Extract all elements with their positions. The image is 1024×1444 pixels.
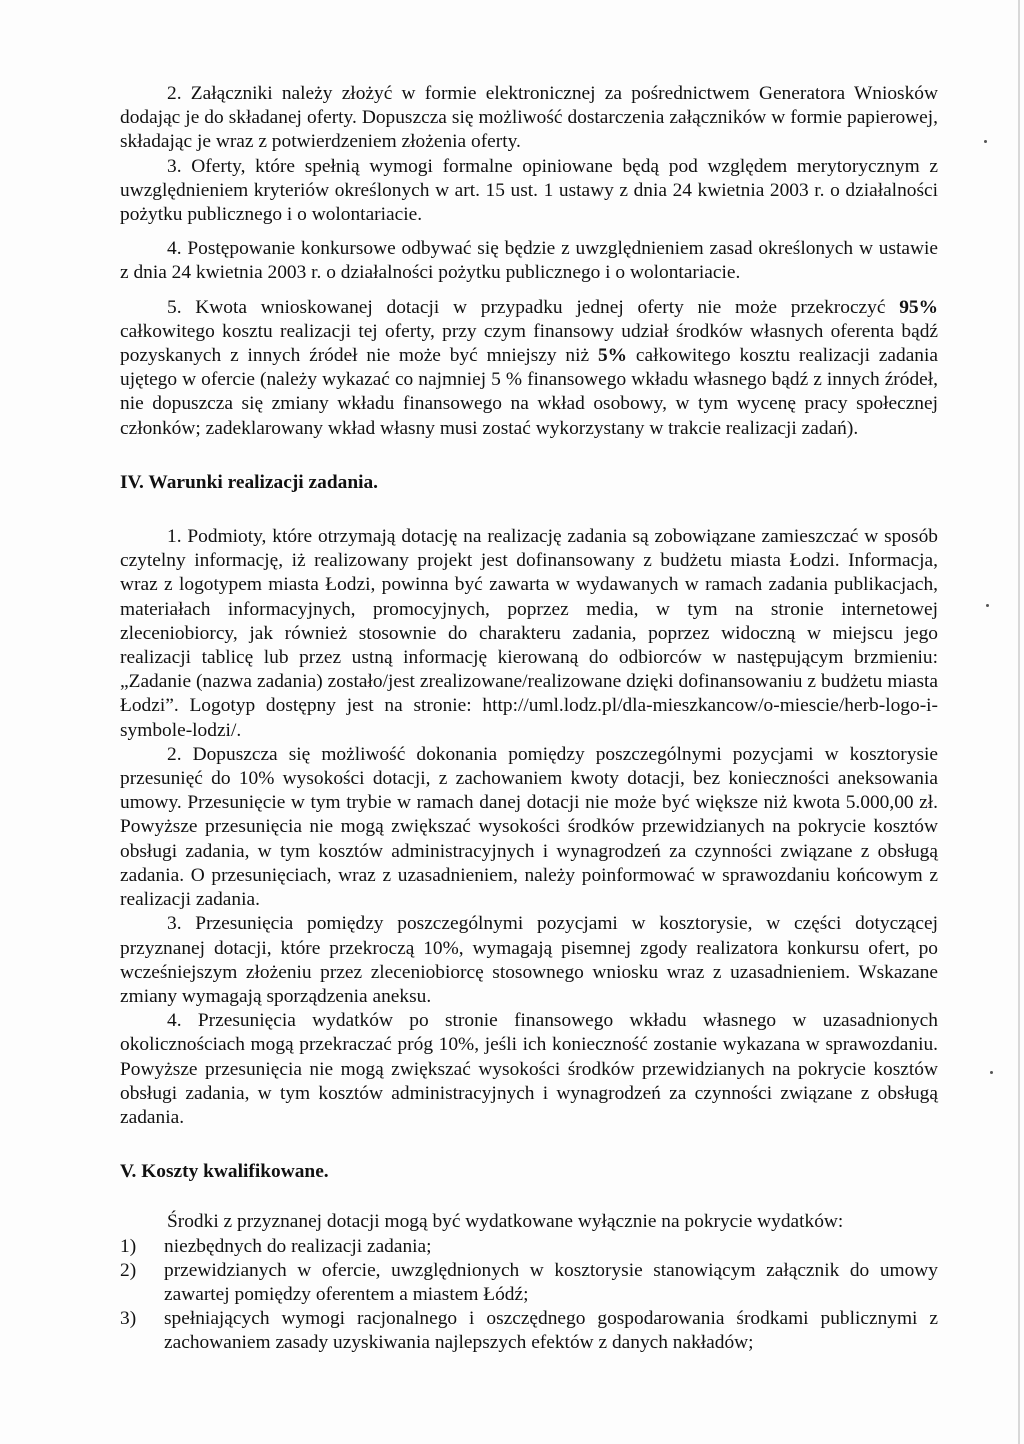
list-item-text: przewidzianych w ofercie, uwzględnionych w kosztorysie stanowiącym załącznik do umowy zawartej pomiędzy oferentem a miastem Łódź; [164,1259,938,1305]
paragraph-cost-shifts-over-10: 3. Przesunięcia pomiędzy poszczególnymi pozycjami w kosztorysie, w części dotyczącej przyznanej dotacji, które przekroczą 10%, wymagają pisemnej zgody realizatora konkursu ofert, po wcześniejszym złożeniu przez zleceniobiorcę stosownego wniosku wraz z uzasadnieniem. Wskazane zmiany wymagają sporządzenia aneksu. [120,913,938,1007]
paragraph-procedure: 4. Postępowanie konkursowe odbywać się będzie z uwzględnieniem zasad określonych w ustawie z dnia 24 kwietnia 2003 r. o działalności pożytku publicznego i o wolontariacie. [120,238,938,284]
paragraph-grant-amount [120,296,938,441]
grant-amount-text-b: całkowitego kosztu realizacji tej oferty, przy czym finansowy udział środków własnych oferenta bądź pozyskanych z innych źródeł nie może być mniejszy niż [120,320,938,367]
scan-speck [990,1071,993,1074]
list-item [120,1259,938,1307]
list-item-text: spełniających wymogi racjonalnego i oszczędnego gospodarowania środkami publicznymi z zachowaniem zasady uzyskiwania najlepszych efektów z danych nakładów; [164,1308,938,1354]
grant-amount-text-a: 5. Kwota wnioskowanej dotacji w przypadku jednej oferty nie może przekroczyć [167,296,900,318]
list-item-number: 3) [120,1308,137,1330]
list-item [120,1307,938,1355]
paragraph-offer-evaluation: 3. Oferty, które spełnią wymogi formalne opiniowane będą pod względem merytorycznym z uwzględnieniem kryteriów określonych w art. 15 ust. 1 ustawy z dnia 24 kwietnia 2003 r. o działalności pożytku publicznego i o wolontariacie. [120,155,938,226]
list-item [120,1235,938,1259]
list-item-number: 1) [120,1235,137,1257]
grant-amount-text-c: całkowitego kosztu realizacji zadania ujętego w ofercie (należy wykazać co najmniej 5 % finansowego wkładu własnego bądź z innych źródeł, nie dopuszcza się zmiany wkładu finansowego na wkład osobowy, w tym wycenę pracy społecznej członków; zadeklarowany wkład własny musi zostać wykorzystany w trakcie realizacji zadań). [120,345,938,439]
paragraph-eligible-costs-intro: Środki z przyznanej dotacji mogą być wydatkowane wyłącznie na pokrycie wydatków: [167,1211,844,1233]
list-item-number: 2) [120,1259,137,1281]
scan-speck [986,604,989,607]
grant-max-percent: 95% [899,296,938,318]
paragraph-own-contribution-shifts: 4. Przesunięcia wydatków po stronie finansowego wkładu własnego w uzasadnionych okolicznościach mogą przekraczać próg 10%, jeśli ich konieczność zostanie wykazana w sprawozdaniu. Powyższe przesunięcia nie mogą zwiększać wysokości środków przewidzianych na pokrycie kosztów obsługi zadania, w tym kosztów administracyjnych i wynagrodzeń za czynności związane z obsługą zadania. [120,1010,938,1128]
section-heading-iv: IV. Warunki realizacji zadania. [120,471,379,493]
own-contribution-percent: 5% [597,345,628,367]
document-content [120,82,938,1356]
paragraph-cost-shifts-10: 2. Dopuszcza się możliwość dokonania pomiędzy poszczególnymi pozycjami w kosztorysie przesunięć do 10% wysokości dotacji, z zachowaniem kwoty dotacji, bez konieczności aneksowania umowy. Przesunięcie w tym trybie w ramach danej dotacji nie może być większe niż kwota 5.000,00 zł. Powyższe przesunięcia nie mogą zwiększać wysokości środków przewidzianych na pokrycie kosztów obsługi zadania, w tym kosztów administracyjnych i wynagrodzeń za czynności związane z obsługą zadania. O przesunięciach, wraz z uzasadnieniem, należy poinformować w sprawozdaniu końcowym z realizacji zadania. [120,743,938,911]
list-item-text: niezbędnych do realizacji zadania; [164,1235,432,1257]
section-heading-v: V. Koszty kwalifikowane. [120,1161,329,1183]
paragraph-information-obligation: 1. Podmioty, które otrzymają dotację na realizację zadania są zobowiązane zamieszczać w sposób czytelny informację, iż realizowany projekt jest dofinansowany z budżetu miasta Łodzi. Informacja, wraz z logotypem miasta Łodzi, powinna być zawarta w wydawanych w ramach zadania publikacjach, materiałach informacyjnych, promocyjnych, poprzez media, w tym na stronie internetowej zleceniobiorcy, jak również stosownie do charakteru zadania, poprzez widoczną w miejscu jego realizacji tablicę lub przez ustną informację kierowaną do odbiorców w następującym brzmieniu: „Zadanie (nazwa zadania) zostało/jest zrealizowane/realizowane dzięki dofinansowaniu z budżetu miasta Łodzi”. Logotyp dostępny jest na stronie: http://uml.lodz.pl/dla-mieszkancow/o-miescie/herb-logo-i-symbole-lodzi/. [120,526,938,741]
scan-edge [1018,0,1020,1444]
scan-speck [984,140,987,143]
paragraph-attachments: 2. Załączniki należy złożyć w formie elektronicznej za pośrednictwem Generatora Wniosków dodając je do składanej oferty. Dopuszcza się możliwość dostarczenia załączników w formie papierowej, składając je wraz z potwierdzeniem złożenia oferty. [120,83,938,153]
